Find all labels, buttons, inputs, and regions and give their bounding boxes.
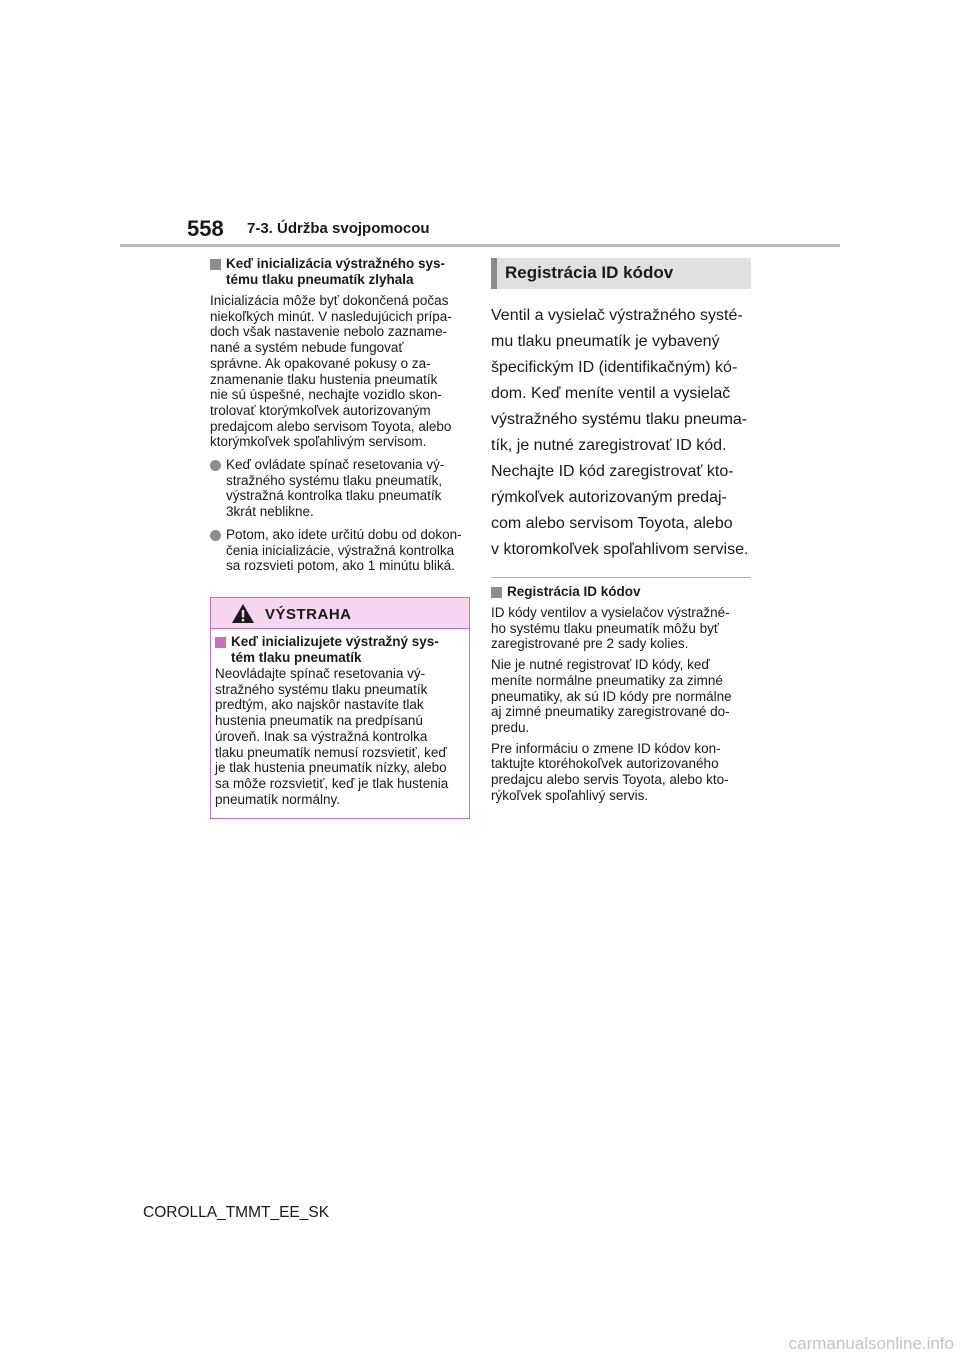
heading-accent-bar bbox=[491, 258, 497, 289]
divider bbox=[491, 577, 751, 578]
init-failed-paragraph: Inicializácia môže byť dokončená počas niekoľkých minút. V nasledujúcich prípa- doch však nastavenie nebolo zazname- nané a systém nebude fungovať správne. Ak opakované pokusy o za- znamenanie tlaku hustenia pneumatík nie sú úspešné, nechajte vozidlo skon- trolovať ktorýmkoľvek autorizovaným predajcom alebo servisom Toyota, alebo ktorýmkoľvek spoľahlivým servisom. bbox=[210, 293, 452, 450]
warning-text: Neovládajte spínač resetovania vý- stražného systému tlaku pneumatík predtým, ako najskôr nastavíte tlak hustenia pneumatík na predpísanú úroveň. Inak sa výstražná kontrolka tlaku pneumatík nemusí rozsvietiť, keď je tlak hustenia pneumatík nízky, alebo sa môže rozsvietiť, keď je tlak hustenia pneumatík normálny. bbox=[215, 666, 449, 807]
warning-title: VÝSTRAHA bbox=[265, 606, 352, 623]
list-item: Keď ovládate spínač resetovania vý- stražného systému tlaku pneumatík, výstražná kontrolka tlaku pneumatík 3krát neblikne. bbox=[210, 457, 472, 520]
section-heading: Registrácia ID kódov bbox=[505, 263, 674, 282]
list-item: Potom, ako idete určitú dobu od dokon- čenia inicializácie, výstražná kontrolka sa rozsvieti potom, ako 1 minútu bliká. bbox=[210, 527, 472, 574]
left-column bbox=[210, 256, 472, 574]
section-title: 7-3. Údržba svojpomocou bbox=[247, 220, 430, 237]
watermark: carmanualsonline.info bbox=[788, 1334, 954, 1353]
round-bullet-icon bbox=[210, 460, 221, 471]
registration-paragraph: ID kódy ventilov a vysielačov výstražné- ho systému tlaku pneumatík môžu byť zaregistrované pre 2 sady kolies. bbox=[491, 605, 730, 652]
right-column bbox=[491, 258, 751, 803]
square-bullet-icon bbox=[491, 587, 502, 598]
registration-subheading: Registrácia ID kódov bbox=[491, 584, 751, 600]
section-heading-box bbox=[491, 258, 751, 289]
warning-box bbox=[210, 597, 470, 819]
square-bullet-icon bbox=[210, 259, 221, 270]
header-rule bbox=[120, 244, 840, 247]
contact-paragraph: Pre informáciu o zmene ID kódov kon- taktujte ktoréhokoľvek autorizovaného predajcu alebo servis Toyota, alebo kto- rýkoľvek spoľahlivý servis. bbox=[491, 740, 729, 803]
winter-tires-paragraph: Nie je nutné registrovať ID kódy, keď meníte normálne pneumatiky za zimné pneumatiky, ak sú ID kódy pre normálne aj zimné pneumatiky zaregistrované do- predu. bbox=[491, 657, 732, 735]
page-number: 558 bbox=[187, 216, 224, 241]
warning-body bbox=[211, 629, 469, 807]
square-bullet-icon bbox=[215, 637, 226, 648]
warning-heading: Keď inicializujete výstražný sys- tém tlaku pneumatík bbox=[215, 634, 465, 666]
intro-paragraph: Ventil a vysielač výstražného systé- mu tlaku pneumatík je vybavený špecifickým ID (identifikačným) kó- dom. Keď meníte ventil a vysielač výstražného systému tlaku pneuma- tík, je nutné zaregistrovať ID kód. Nechajte ID kód zaregistrovať kto- rýmkoľvek autorizovaným predaj- com alebo servisom Toyota, alebo v ktoromkoľvek spoľahlivom servise. bbox=[491, 307, 749, 558]
init-failed-heading: Keď inicializácia výstražného sys- tému tlaku pneumatík zlyhala bbox=[210, 256, 472, 288]
model-code: COROLLA_TMMT_EE_SK bbox=[143, 1204, 330, 1221]
round-bullet-icon bbox=[210, 530, 221, 541]
warning-triangle-icon bbox=[231, 603, 255, 624]
warning-header bbox=[211, 598, 469, 629]
